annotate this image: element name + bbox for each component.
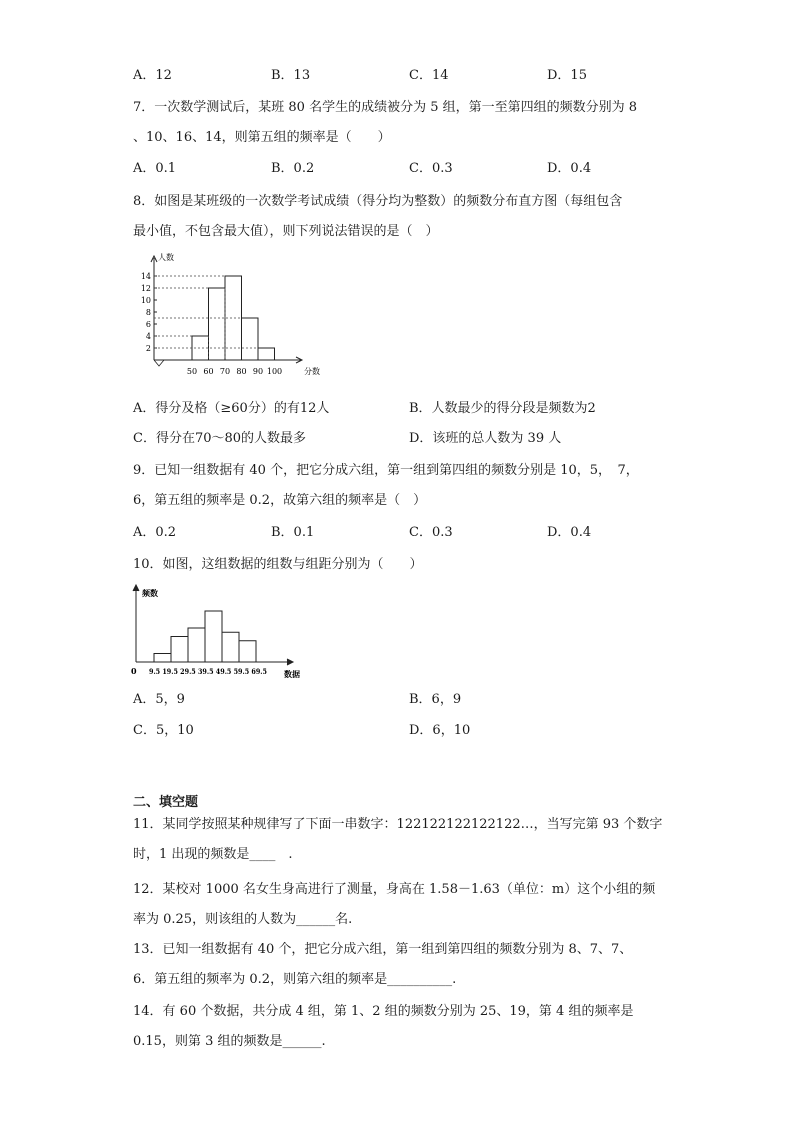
q8-option-b[interactable]: B．人数最少的得分段是频数为2 <box>409 401 596 416</box>
q12-stem-line1: 12．某校对 1000 名女生身高进行了测量，身高在 1.58－1.63（单位：m）这个小组的频 <box>133 882 656 897</box>
y-tick-label: 12 <box>140 284 151 293</box>
bar <box>205 611 222 662</box>
q7-stem-line1: 7．一次数学测试后，某班 80 名学生的成绩被分为 5 组，第一至第四组的频数分别为 8 <box>133 100 638 115</box>
x-tick-labels: 9.5 19.5 29.5 39.5 49.5 59.5 69.5 <box>149 667 267 676</box>
y-tick-label: 6 <box>145 320 151 329</box>
q14-stem-line2: 0.15，则第 3 组的频数是______. <box>133 1034 326 1049</box>
y-axis-label: 频数 <box>142 588 158 598</box>
histogram-data <box>130 582 310 682</box>
q10-option-d[interactable]: D．6，10 <box>409 723 471 738</box>
x-tick-label: 50 <box>186 367 198 376</box>
q7-option-c[interactable]: C．0.3 <box>409 161 453 176</box>
q11-stem-line1: 11．某同学按照某种规律写了下面一串数字：122122122122122…，当写完第 93 个数字 <box>133 817 663 832</box>
bar <box>171 637 188 663</box>
x-tick-label: 60 <box>203 367 214 376</box>
origin-label: 0 <box>131 666 137 676</box>
q8-option-a[interactable]: A．得分及格（≥60分）的有12人 <box>133 401 330 416</box>
y-tick-label: 10 <box>140 296 151 305</box>
histogram-scores <box>130 250 330 380</box>
q9-option-d[interactable]: D．0.4 <box>547 525 592 540</box>
q6-option-a[interactable]: A．12 <box>133 68 172 83</box>
q14-stem-line1: 14．有 60 个数据，共分成 4 组，第 1、2 组的频数分别为 25、19，第 4 组的频率是 <box>133 1004 634 1019</box>
q9-option-b[interactable]: B．0.1 <box>271 525 315 540</box>
x-tick-label: 100 <box>266 367 283 376</box>
q6-option-b[interactable]: B．13 <box>271 68 311 83</box>
axis-break <box>154 360 164 366</box>
y-tick-label: 2 <box>145 344 151 353</box>
x-axis-arrow <box>287 659 293 665</box>
q9-stem-line1: 9．已知一组数据有 40 个，把它分成六组，第一组到第四组的频数分别是 10，5， 7， <box>133 463 639 478</box>
q6-option-c[interactable]: C．14 <box>409 68 449 83</box>
q11-stem-line2: 时，1 出现的频数是____ . <box>133 847 293 862</box>
bar <box>242 318 259 360</box>
x-tick-label: 80 <box>236 367 247 376</box>
q9-option-c[interactable]: C．0.3 <box>409 525 453 540</box>
y-tick-label: 8 <box>145 308 151 317</box>
q10-stem: 10．如图，这组数据的组数与组距分别为（ ） <box>133 557 423 572</box>
x-axis-label: 数据 <box>284 669 300 679</box>
bar <box>154 654 171 663</box>
q8-stem-line2: 最小值，不包含最大值），则下列说法错误的是（ ） <box>133 224 439 239</box>
q13-stem-line1: 13．已知一组数据有 40 个，把它分成六组，第一组到第四组的频数分别为 8、7、7、 <box>133 942 633 957</box>
q8-option-d[interactable]: D．该班的总人数为 39 人 <box>409 431 562 446</box>
q7-option-d[interactable]: D．0.4 <box>547 161 592 176</box>
q6-option-d[interactable]: D．15 <box>547 68 587 83</box>
q7-option-b[interactable]: B．0.2 <box>271 161 315 176</box>
q8-option-c[interactable]: C．得分在70～80的人数最多 <box>133 431 307 446</box>
y-tick-label: 14 <box>140 272 151 281</box>
x-tick-label: 90 <box>252 367 264 376</box>
bar <box>258 348 275 360</box>
q10-option-a[interactable]: A．5，9 <box>133 692 185 707</box>
q10-option-c[interactable]: C．5，10 <box>133 723 194 738</box>
q13-stem-line2: 6．第五组的频率为 0.2，则第六组的频率是__________. <box>133 972 457 987</box>
x-tick-label: 70 <box>219 367 231 376</box>
q12-stem-line2: 率为 0.25，则该组的人数为______名. <box>133 912 353 927</box>
x-axis-label: 分数 <box>304 367 320 376</box>
q9-stem-line2: 6，第五组的频率是 0.2，故第六组的频率是（ ） <box>133 493 427 508</box>
bar <box>188 628 205 662</box>
q7-stem-line2: 、10、16、14，则第五组的频率是（ ） <box>133 130 391 145</box>
section-title-fill-in: 二、填空题 <box>133 795 199 810</box>
bar <box>209 288 226 360</box>
bar <box>239 641 256 662</box>
bar <box>222 632 239 662</box>
q9-option-a[interactable]: A．0.2 <box>133 525 177 540</box>
y-axis-arrow <box>133 585 139 591</box>
y-axis-label: 人数 <box>158 253 174 262</box>
q8-stem-line1: 8．如图是某班级的一次数学考试成绩（得分均为整数）的频数分布直方图（每组包含 <box>133 194 623 209</box>
q10-option-b[interactable]: B．6，9 <box>409 692 462 707</box>
q7-option-a[interactable]: A．0.1 <box>133 161 177 176</box>
y-tick-label: 4 <box>145 332 151 341</box>
